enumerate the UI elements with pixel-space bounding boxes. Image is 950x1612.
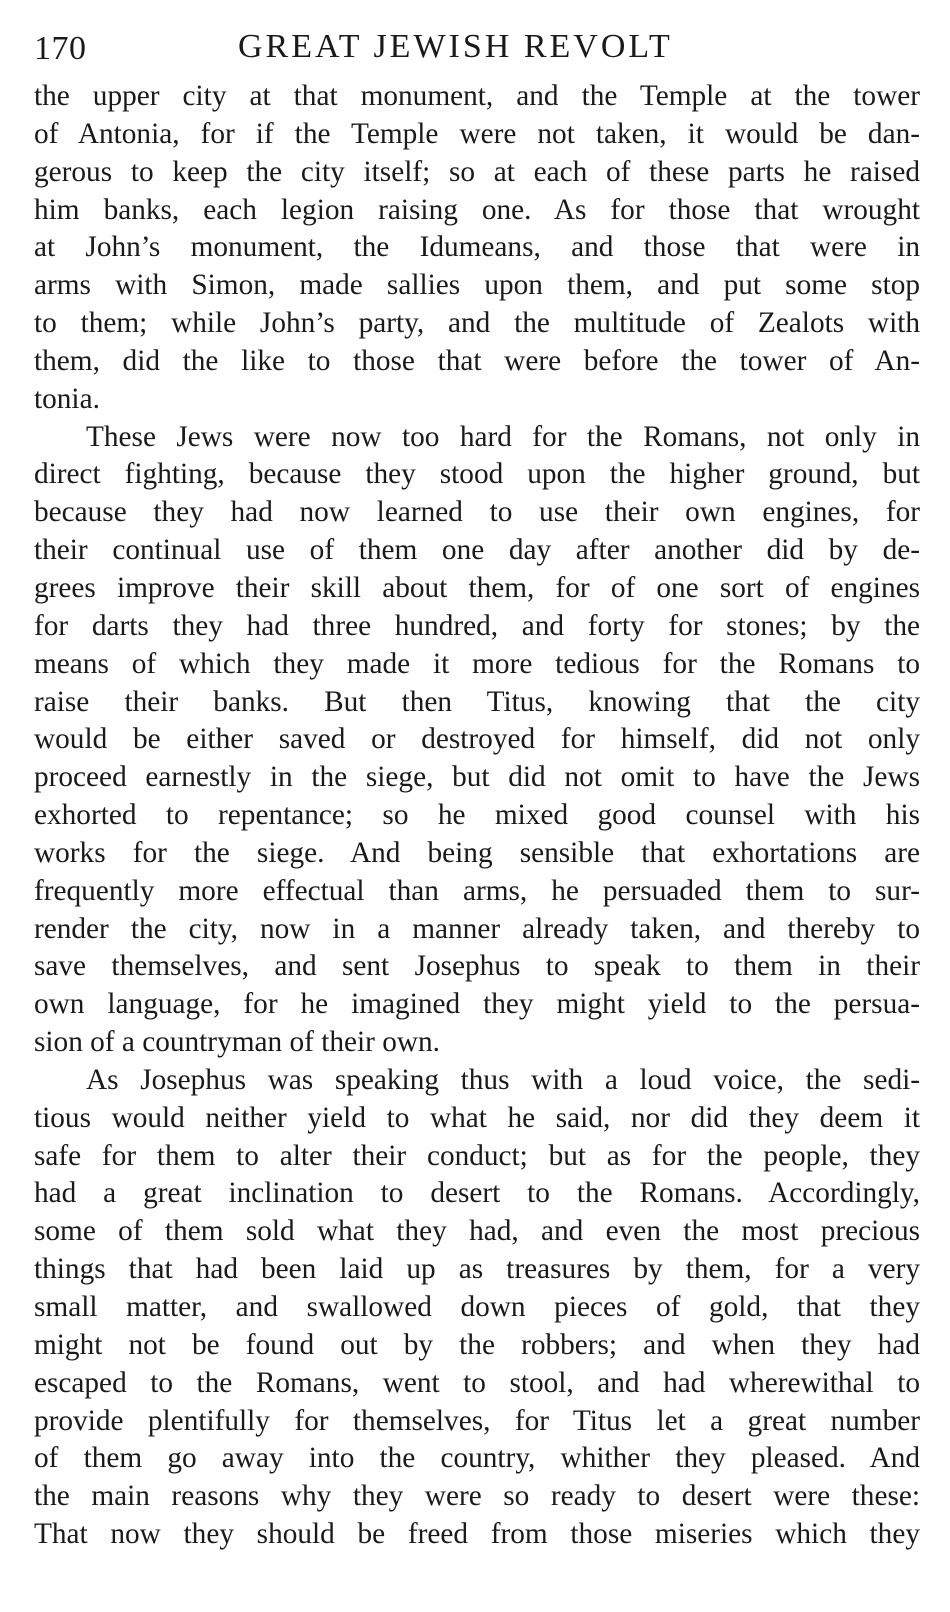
body-text	[34, 78, 920, 1554]
text-line: raise their banks. But then Titus, knowing that the city	[34, 685, 920, 718]
text-line: them, did the like to those that were before the tower of An-	[34, 344, 920, 377]
running-head	[34, 22, 920, 78]
text-line: means of which they made it more tedious for the Romans to	[34, 647, 920, 680]
text-line: These Jews were now too hard for the Romans, not only in	[86, 420, 920, 453]
text-line: proceed earnestly in the siege, but did not omit to have the Jews	[34, 761, 920, 794]
paragraph-3	[34, 1062, 920, 1554]
text-line: tonia.	[34, 382, 100, 415]
text-line: direct fighting, because they stood upon the higher ground, but	[34, 458, 920, 491]
text-line: own language, for he imagined they might yield to the persua-	[34, 988, 920, 1021]
book-page	[34, 22, 920, 1592]
text-line: escaped to the Romans, went to stool, and had wherewithal to	[34, 1366, 920, 1399]
text-line: works for the siege. And being sensible that exhortations are	[34, 836, 920, 869]
text-line: might not be found out by the robbers; and when they had	[34, 1328, 920, 1361]
text-line: the main reasons why they were so ready to desert were these:	[34, 1480, 920, 1513]
text-line: grees improve their skill about them, for of one sort of engines	[34, 571, 920, 604]
paragraph-1	[34, 78, 920, 419]
text-line: because they had now learned to use their own engines, for	[34, 496, 920, 529]
text-line: for darts they had three hundred, and forty for stones; by the	[34, 609, 920, 642]
text-line: to them; while John’s party, and the multitude of Zealots with	[34, 307, 920, 340]
running-title: GREAT JEWISH REVOLT	[238, 28, 673, 65]
text-line: save themselves, and sent Josephus to speak to them in their	[34, 950, 920, 983]
text-line: sion of a countryman of their own.	[34, 1026, 440, 1059]
text-line: safe for them to alter their conduct; but as for the people, they	[34, 1139, 920, 1172]
text-line: some of them sold what they had, and even the most precious	[34, 1215, 920, 1248]
text-line: provide plentifully for themselves, for Titus let a great number	[34, 1404, 920, 1437]
text-line: As Josephus was speaking thus with a loud voice, the sedi-	[86, 1063, 920, 1096]
text-line: render the city, now in a manner already taken, and thereby to	[34, 912, 920, 945]
text-line: the upper city at that monument, and the Temple at the tower	[34, 80, 920, 112]
page-number: 170	[34, 30, 87, 67]
text-line: of Antonia, for if the Temple were not taken, it would be dan-	[34, 117, 920, 150]
text-line: had a great inclination to desert to the Romans. Accordingly,	[34, 1177, 920, 1210]
text-line: small matter, and swallowed down pieces of gold, that they	[34, 1291, 920, 1323]
text-line: things that had been laid up as treasures by them, for a very	[34, 1253, 920, 1286]
text-line: their continual use of them one day after another did by de-	[34, 534, 920, 567]
text-line: tious would neither yield to what he said, nor did they deem it	[34, 1101, 920, 1134]
text-line: would be either saved or destroyed for himself, did not only	[34, 723, 920, 756]
text-line: That now they should be freed from those miseries which they	[34, 1518, 920, 1551]
text-line: of them go away into the country, whither they pleased. And	[34, 1442, 920, 1475]
text-line: gerous to keep the city itself; so at each of these parts he raised	[34, 155, 920, 188]
text-line: frequently more effectual than arms, he persuaded them to sur-	[34, 874, 920, 907]
text-line: exhorted to repentance; so he mixed good counsel with his	[34, 799, 920, 832]
text-line: him banks, each legion raising one. As for those that wrought	[34, 193, 920, 226]
text-line: arms with Simon, made sallies upon them, and put some stop	[34, 269, 920, 302]
text-line: at John’s monument, the Idumeans, and those that were in	[34, 231, 920, 264]
paragraph-2	[34, 419, 920, 1062]
